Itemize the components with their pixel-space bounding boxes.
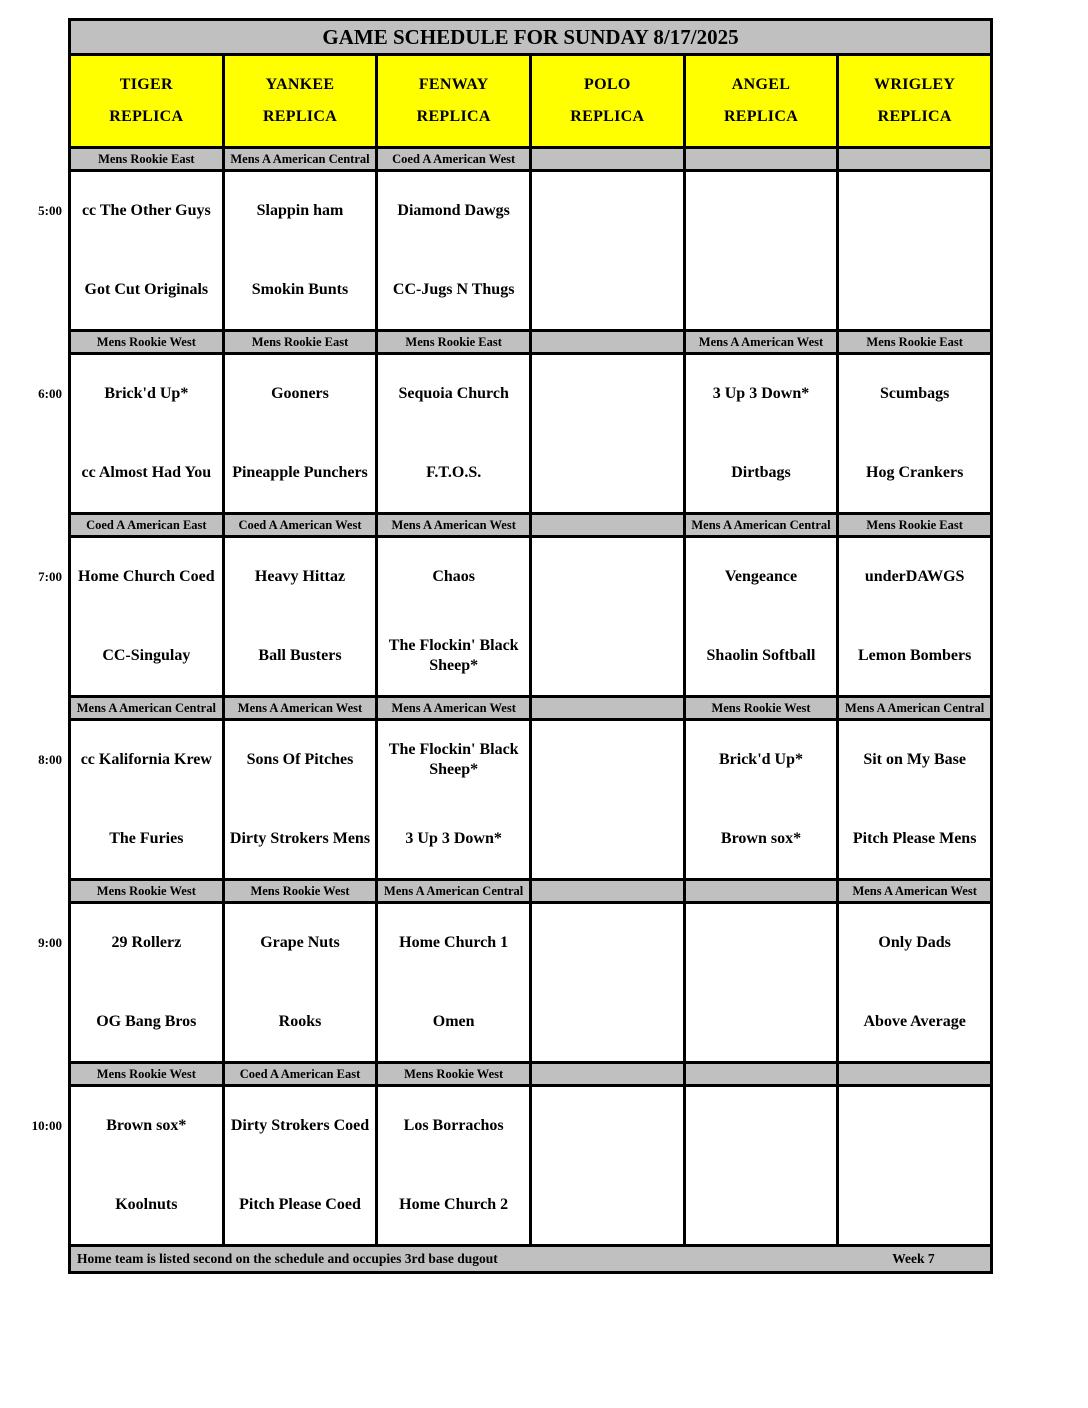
league-cell-angel: Mens Rookie West bbox=[686, 698, 837, 718]
field-header-polo bbox=[532, 56, 683, 146]
schedule-title: GAME SCHEDULE FOR SUNDAY 8/17/2025 bbox=[71, 21, 990, 53]
league-cell-polo bbox=[532, 881, 683, 901]
home-team: Koolnuts bbox=[115, 1195, 178, 1213]
home-team bbox=[532, 434, 683, 513]
game-cell-polo bbox=[532, 172, 683, 329]
league-cell-fenway: Mens Rookie West bbox=[378, 1064, 529, 1084]
schedule-table bbox=[68, 18, 993, 1274]
away-team: The Flockin' Black Sheep* bbox=[388, 741, 519, 779]
home-team bbox=[686, 251, 837, 330]
game-cell-polo bbox=[532, 904, 683, 1061]
game-cell-yankee bbox=[225, 538, 376, 695]
game-cell-angel bbox=[686, 1087, 837, 1244]
away-team: 29 Rollerz bbox=[111, 934, 182, 952]
league-cell-fenway: Coed A American West bbox=[378, 149, 529, 169]
game-row bbox=[71, 1087, 990, 1244]
home-team: Omen bbox=[432, 1012, 475, 1030]
game-cell-tiger bbox=[71, 904, 222, 1061]
game-cell-polo bbox=[532, 721, 683, 878]
league-cell-angel bbox=[686, 1064, 837, 1084]
league-cell-wrigley: Mens Rookie East bbox=[839, 332, 990, 352]
game-cell-wrigley bbox=[839, 355, 990, 512]
game-row bbox=[71, 172, 990, 329]
home-team: Smokin Bunts bbox=[251, 280, 349, 298]
game-cell-wrigley bbox=[839, 538, 990, 695]
away-team: Gooners bbox=[271, 385, 329, 403]
away-team: Sequoia Church bbox=[398, 385, 509, 403]
home-team: Ball Busters bbox=[258, 646, 342, 664]
game-cell-yankee bbox=[225, 172, 376, 329]
league-cell-tiger: Mens Rookie West bbox=[71, 1064, 222, 1084]
home-team: CC-Singulay bbox=[102, 646, 191, 664]
league-row bbox=[71, 332, 990, 352]
league-cell-polo bbox=[532, 698, 683, 718]
league-cell-polo bbox=[532, 149, 683, 169]
home-team: F.T.O.S. bbox=[426, 463, 482, 481]
away-team: Scumbags bbox=[879, 385, 950, 403]
league-row bbox=[71, 881, 990, 901]
league-cell-yankee: Mens A American Central bbox=[225, 149, 376, 169]
game-cell-fenway bbox=[378, 1087, 529, 1244]
game-cell-yankee bbox=[225, 355, 376, 512]
league-cell-wrigley bbox=[839, 149, 990, 169]
league-row bbox=[71, 149, 990, 169]
away-team: cc Kalifornia Krew bbox=[80, 751, 212, 769]
game-cell-wrigley bbox=[839, 721, 990, 878]
home-team bbox=[839, 251, 990, 330]
away-team: Los Borrachos bbox=[403, 1117, 504, 1135]
game-cell-angel bbox=[686, 538, 837, 695]
game-cell-wrigley bbox=[839, 904, 990, 1061]
home-team: Lemon Bombers bbox=[858, 646, 972, 664]
game-cell-polo bbox=[532, 538, 683, 695]
field-header-fenway bbox=[378, 56, 529, 146]
league-cell-wrigley: Mens A American West bbox=[839, 881, 990, 901]
league-cell-angel: Mens A American West bbox=[686, 332, 837, 352]
field-subname: REPLICA bbox=[723, 108, 799, 125]
league-cell-fenway: Mens A American Central bbox=[378, 881, 529, 901]
league-cell-wrigley: Mens A American Central bbox=[839, 698, 990, 718]
league-cell-yankee: Coed A American West bbox=[225, 515, 376, 535]
game-cell-polo bbox=[532, 1087, 683, 1244]
game-cell-fenway bbox=[378, 172, 529, 329]
home-team bbox=[686, 983, 837, 1062]
field-subname: REPLICA bbox=[416, 108, 491, 125]
away-team bbox=[686, 1087, 837, 1166]
home-team: Pineapple Punchers bbox=[232, 463, 368, 481]
home-team bbox=[532, 983, 683, 1062]
game-cell-angel bbox=[686, 172, 837, 329]
league-cell-yankee: Mens A American West bbox=[225, 698, 376, 718]
away-team bbox=[686, 904, 837, 983]
game-cell-tiger bbox=[71, 172, 222, 329]
league-cell-fenway: Mens A American West bbox=[378, 698, 529, 718]
away-team bbox=[532, 904, 683, 983]
game-cell-fenway bbox=[378, 721, 529, 878]
away-team: cc The Other Guys bbox=[81, 202, 211, 220]
home-team: cc Almost Had You bbox=[81, 463, 212, 481]
away-team: Dirty Strokers Coed bbox=[230, 1117, 370, 1135]
footer-bar bbox=[71, 1247, 990, 1271]
away-team: Home Church Coed bbox=[78, 568, 215, 586]
league-cell-yankee: Mens Rookie East bbox=[225, 332, 376, 352]
league-cell-tiger: Mens Rookie East bbox=[71, 149, 222, 169]
game-cell-angel bbox=[686, 355, 837, 512]
home-team: Rooks bbox=[278, 1012, 322, 1030]
field-name: WRIGLEY bbox=[874, 76, 956, 93]
week-label: Week 7 bbox=[892, 1251, 935, 1266]
away-team: Only Dads bbox=[878, 934, 951, 952]
home-team: Dirtbags bbox=[731, 463, 791, 481]
game-cell-yankee bbox=[225, 721, 376, 878]
field-name: YANKEE bbox=[265, 76, 335, 93]
home-team: Hog Crankers bbox=[866, 463, 964, 481]
home-team: Shaolin Softball bbox=[706, 646, 816, 664]
game-cell-fenway bbox=[378, 538, 529, 695]
field-header-row bbox=[71, 56, 990, 146]
field-header-angel bbox=[686, 56, 837, 146]
away-team bbox=[532, 1087, 683, 1166]
away-team bbox=[839, 172, 990, 251]
away-team: 3 Up 3 Down* bbox=[712, 385, 810, 403]
league-cell-fenway: Mens Rookie East bbox=[378, 332, 529, 352]
league-row bbox=[71, 515, 990, 535]
time-label: 5:00 bbox=[38, 203, 62, 218]
home-team: Pitch Please Coed bbox=[239, 1195, 361, 1213]
time-label: 7:00 bbox=[38, 569, 62, 584]
league-row bbox=[71, 698, 990, 718]
field-name: POLO bbox=[584, 76, 631, 93]
field-name: FENWAY bbox=[418, 76, 489, 93]
game-row bbox=[71, 538, 990, 695]
game-row bbox=[71, 355, 990, 512]
field-header-yankee bbox=[225, 56, 376, 146]
home-team: Above Average bbox=[863, 1012, 966, 1030]
time-label: 6:00 bbox=[38, 386, 62, 401]
league-cell-polo bbox=[532, 332, 683, 352]
game-cell-wrigley bbox=[839, 172, 990, 329]
league-cell-tiger: Coed A American East bbox=[71, 515, 222, 535]
away-team: Brick'd Up* bbox=[718, 751, 803, 769]
away-team: Brick'd Up* bbox=[104, 385, 189, 403]
home-team: CC-Jugs N Thugs bbox=[392, 280, 515, 298]
home-team: OG Bang Bros bbox=[96, 1012, 197, 1030]
away-team: Sons Of Pitches bbox=[246, 751, 354, 769]
away-team: underDAWGS bbox=[864, 568, 965, 586]
away-team bbox=[839, 1087, 990, 1166]
league-cell-tiger: Mens Rookie West bbox=[71, 881, 222, 901]
home-team bbox=[532, 800, 683, 879]
away-team: Sit on My Base bbox=[863, 751, 966, 769]
league-cell-fenway: Mens A American West bbox=[378, 515, 529, 535]
home-team: 3 Up 3 Down* bbox=[405, 829, 502, 847]
game-cell-angel bbox=[686, 904, 837, 1061]
game-cell-tiger bbox=[71, 355, 222, 512]
time-label: 8:00 bbox=[38, 752, 62, 767]
field-subname: REPLICA bbox=[877, 108, 952, 125]
home-team: Got Cut Originals bbox=[84, 280, 209, 298]
away-team: Home Church 1 bbox=[399, 934, 509, 952]
game-cell-fenway bbox=[378, 355, 529, 512]
home-team: The Furies bbox=[109, 829, 184, 847]
home-team bbox=[686, 1166, 837, 1245]
schedule-slots bbox=[71, 149, 990, 1244]
home-team bbox=[839, 1166, 990, 1245]
league-cell-tiger: Mens Rookie West bbox=[71, 332, 222, 352]
league-cell-polo bbox=[532, 1064, 683, 1084]
game-cell-fenway bbox=[378, 904, 529, 1061]
league-row bbox=[71, 1064, 990, 1084]
away-team bbox=[532, 355, 683, 434]
league-cell-tiger: Mens A American Central bbox=[71, 698, 222, 718]
league-cell-yankee: Mens Rookie West bbox=[225, 881, 376, 901]
field-header-wrigley bbox=[839, 56, 990, 146]
game-cell-tiger bbox=[71, 1087, 222, 1244]
away-team bbox=[686, 172, 837, 251]
league-cell-yankee: Coed A American East bbox=[225, 1064, 376, 1084]
home-team: Brown sox* bbox=[720, 829, 802, 847]
game-cell-yankee bbox=[225, 1087, 376, 1244]
field-name: TIGER bbox=[119, 76, 173, 93]
league-cell-wrigley: Mens Rookie East bbox=[839, 515, 990, 535]
away-team: Brown sox* bbox=[106, 1117, 187, 1135]
game-row bbox=[71, 721, 990, 878]
field-subname: REPLICA bbox=[570, 108, 645, 125]
field-header-tiger bbox=[71, 56, 222, 146]
game-cell-yankee bbox=[225, 904, 376, 1061]
time-label: 9:00 bbox=[38, 935, 62, 950]
away-team: Slappin ham bbox=[256, 202, 344, 220]
game-row bbox=[71, 904, 990, 1061]
game-cell-tiger bbox=[71, 538, 222, 695]
game-cell-tiger bbox=[71, 721, 222, 878]
time-label: 10:00 bbox=[31, 1118, 62, 1133]
field-subname: REPLICA bbox=[109, 108, 184, 125]
home-team: The Flockin' Black Sheep* bbox=[388, 636, 519, 674]
footer-note: Home team is listed second on the schedule and occupies 3rd base dugout bbox=[77, 1251, 498, 1266]
home-team bbox=[532, 251, 683, 330]
field-name: ANGEL bbox=[731, 76, 791, 93]
away-team: Heavy Hittaz bbox=[254, 568, 346, 586]
home-team: Home Church 2 bbox=[399, 1195, 509, 1213]
league-cell-angel: Mens A American Central bbox=[686, 515, 837, 535]
away-team bbox=[532, 538, 683, 617]
game-cell-angel bbox=[686, 721, 837, 878]
league-cell-angel bbox=[686, 149, 837, 169]
game-cell-wrigley bbox=[839, 1087, 990, 1244]
league-cell-angel bbox=[686, 881, 837, 901]
game-cell-polo bbox=[532, 355, 683, 512]
home-team bbox=[532, 617, 683, 696]
away-team bbox=[532, 172, 683, 251]
home-team bbox=[532, 1166, 683, 1245]
away-team bbox=[532, 721, 683, 800]
away-team: Chaos bbox=[432, 568, 475, 586]
away-team: Vengeance bbox=[724, 568, 798, 586]
away-team: Diamond Dawgs bbox=[397, 202, 510, 220]
league-cell-wrigley bbox=[839, 1064, 990, 1084]
away-team: Grape Nuts bbox=[260, 934, 340, 952]
league-cell-polo bbox=[532, 515, 683, 535]
home-team: Pitch Please Mens bbox=[852, 829, 977, 847]
home-team: Dirty Strokers Mens bbox=[229, 829, 371, 847]
field-subname: REPLICA bbox=[262, 108, 338, 125]
